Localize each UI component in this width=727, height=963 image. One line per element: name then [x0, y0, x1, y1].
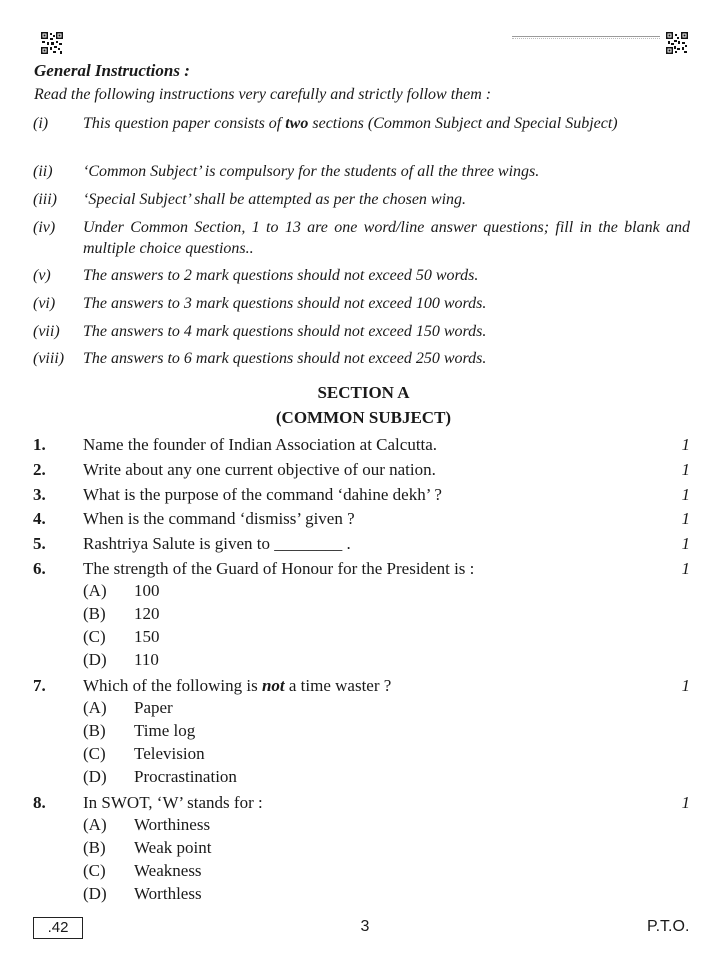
- header-rule: [512, 36, 660, 37]
- paper-code: .42: [33, 917, 83, 939]
- question-number: 4.: [33, 509, 46, 528]
- option-label: (D): [83, 767, 107, 786]
- question-number: 8.: [33, 793, 46, 812]
- option-label: (C): [83, 744, 106, 763]
- emphasis-not: not: [261, 676, 285, 695]
- section-subtitle: (COMMON SUBJECT): [275, 408, 452, 427]
- question-number: 7.: [33, 676, 46, 695]
- instruction-text: This question paper consists of two sections (Common Subject and Special Subject): [83, 115, 618, 132]
- option-text: Time log: [134, 721, 196, 740]
- instruction-number: (vii): [33, 323, 60, 340]
- question-marks: 1: [681, 559, 690, 578]
- instruction-text: The answers to 2 mark questions should not exceed 50 words.: [83, 267, 479, 284]
- option-label: (C): [83, 861, 106, 880]
- question-number: 1.: [33, 435, 46, 454]
- question-text: Write about any one current objective of our nation.: [83, 460, 436, 479]
- qr-code-icon-right: [666, 32, 688, 54]
- option-label: (D): [83, 650, 107, 669]
- instruction-number: (v): [33, 267, 51, 284]
- option-text: Television: [134, 744, 205, 763]
- question-text: When is the command ‘dismiss’ given ?: [83, 509, 355, 528]
- question-number: 2.: [33, 460, 46, 479]
- question-text: In SWOT, ‘W’ stands for :: [83, 793, 263, 812]
- question-text: The strength of the Guard of Honour for the President is :: [83, 559, 475, 578]
- page-number: 3: [360, 918, 370, 935]
- instruction-number: (ii): [33, 163, 53, 180]
- question-marks: 1: [681, 793, 690, 812]
- question-marks: 1: [681, 509, 690, 528]
- section-title: SECTION A: [317, 383, 410, 402]
- question-marks: 1: [681, 460, 690, 479]
- option-label: (A): [83, 815, 107, 834]
- option-label: (D): [83, 884, 107, 903]
- instruction-number: (iii): [33, 191, 57, 208]
- option-text: Weakness: [134, 861, 202, 880]
- option-label: (B): [83, 604, 106, 623]
- question-number: 3.: [33, 485, 46, 504]
- emphasis-two: two: [285, 115, 309, 132]
- instruction-text: ‘Common Subject’ is compulsory for the students of all the three wings.: [83, 163, 540, 180]
- instruction-number: (i): [33, 115, 49, 132]
- header-rule-dotted: [512, 38, 660, 39]
- instruction-text: ‘Special Subject’ shall be attempted as per the chosen wing.: [83, 191, 467, 208]
- general-instructions-intro: Read the following instructions very carefully and strictly follow them :: [34, 86, 492, 103]
- question-text: What is the purpose of the command ‘dahine dekh’ ?: [83, 485, 442, 504]
- question-marks: 1: [681, 485, 690, 504]
- instruction-number: (vi): [33, 295, 56, 312]
- option-text: 110: [134, 650, 159, 669]
- option-label: (B): [83, 721, 106, 740]
- option-text: Procrastination: [134, 767, 237, 786]
- option-text: Worthiness: [134, 815, 211, 834]
- option-text: Worthless: [134, 884, 202, 903]
- option-text: Weak point: [134, 838, 212, 857]
- instruction-number: (iv): [33, 219, 56, 236]
- instruction-text: The answers to 4 mark questions should not exceed 150 words.: [83, 323, 487, 340]
- option-label: (A): [83, 698, 107, 717]
- option-text: 100: [134, 581, 160, 600]
- instruction-text: The answers to 3 mark questions should not exceed 100 words.: [83, 295, 487, 312]
- qr-code-icon-left: [41, 32, 63, 54]
- option-label: (C): [83, 627, 106, 646]
- instruction-text: Under Common Section, 1 to 13 are one word/line answer questions; fill in the blank and multiple choice questions..: [83, 219, 690, 257]
- question-number: 6.: [33, 559, 46, 578]
- option-label: (A): [83, 581, 107, 600]
- question-text: Name the founder of Indian Association at Calcutta.: [83, 435, 438, 454]
- question-marks: 1: [681, 435, 690, 454]
- pto-label: P.T.O.: [647, 918, 690, 935]
- question-text: Which of the following is not a time waster ?: [83, 676, 392, 695]
- question-marks: 1: [681, 534, 690, 553]
- question-text: Rashtriya Salute is given to ________ .: [83, 534, 351, 553]
- option-text: 150: [134, 627, 160, 646]
- instruction-number: (viii): [33, 350, 65, 367]
- option-text: 120: [134, 604, 160, 623]
- option-text: Paper: [134, 698, 173, 717]
- option-label: (B): [83, 838, 106, 857]
- instruction-text: The answers to 6 mark questions should not exceed 250 words.: [83, 350, 487, 367]
- question-number: 5.: [33, 534, 46, 553]
- question-marks: 1: [681, 676, 690, 695]
- general-instructions-title: General Instructions :: [34, 61, 190, 80]
